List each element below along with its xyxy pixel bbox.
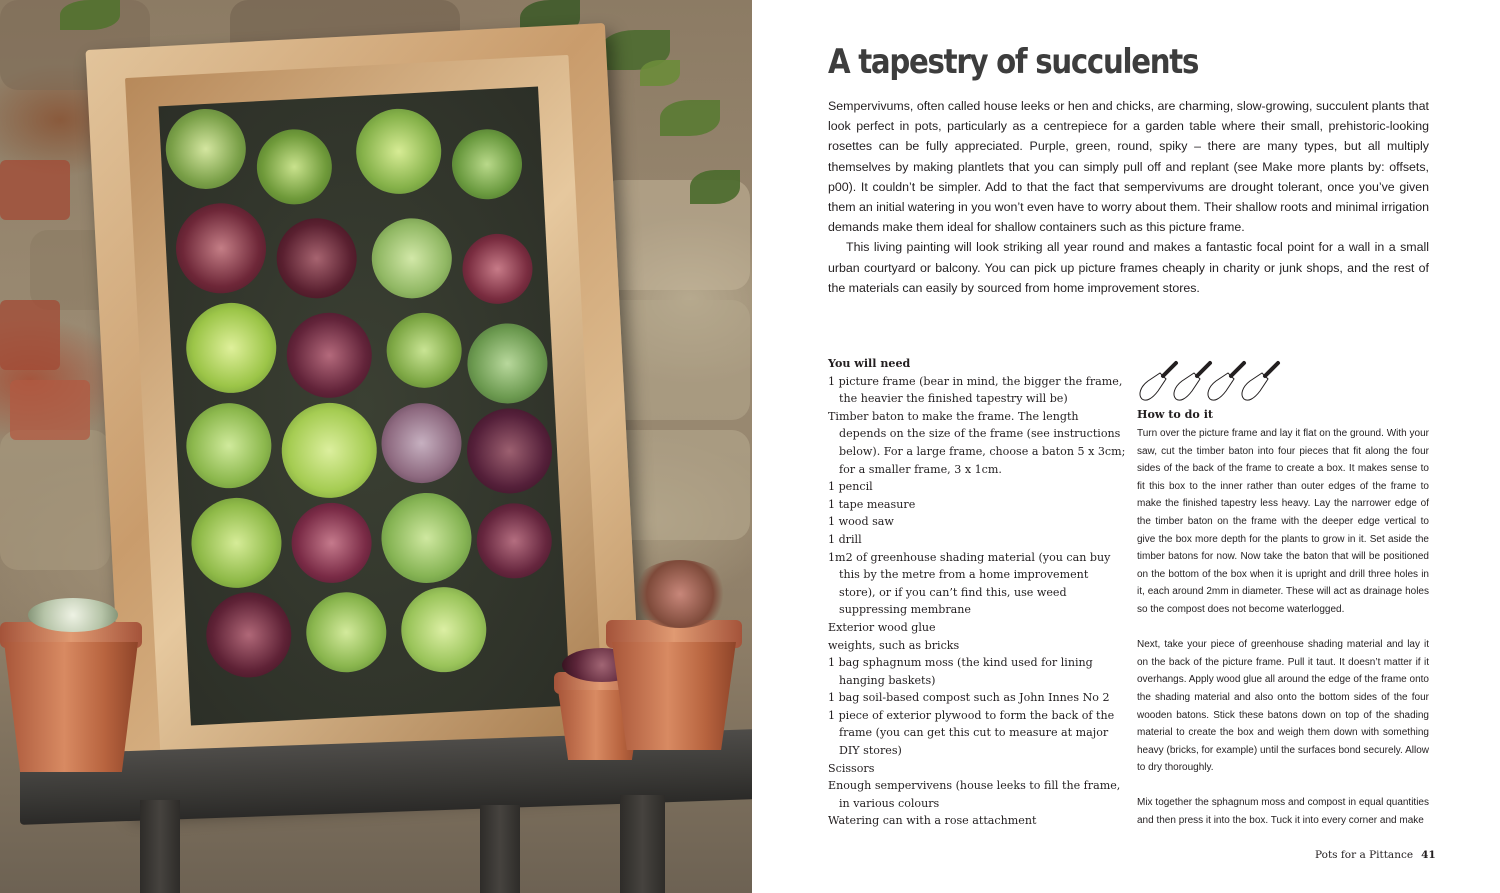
page-title: A tapestry of succulents	[828, 42, 1199, 82]
succulent-rosette	[304, 590, 388, 674]
succulent-rosette	[370, 216, 454, 300]
running-title: Pots for a Pittance	[1315, 849, 1414, 861]
succulent-rosette	[450, 127, 524, 201]
intro-text	[828, 96, 1429, 298]
succulent-rosette	[285, 311, 374, 400]
wall-brick	[0, 160, 70, 220]
succulent-planting	[159, 86, 571, 725]
trowel-icon	[1242, 363, 1278, 400]
you-will-need-list	[828, 355, 1128, 830]
terracotta-pot	[612, 642, 736, 750]
trowel-icon	[1140, 363, 1176, 400]
list-item: 1 bag soil-based compost such as John Innes No 2	[828, 691, 1110, 705]
list-item: Timber baton to make the frame. The length depends on the size of the frame (see instructions below). For a large frame, choose a baton 5 x 3cm; for a smaller frame, 3 x 1cm.	[828, 409, 1126, 476]
ivy-leaf	[660, 100, 720, 136]
list-item: Enough sempervivens (house leeks to fill the frame, in various colours	[828, 779, 1121, 810]
list-item: 1 bag sphagnum moss (the kind used for lining hanging baskets)	[828, 656, 1093, 687]
you-will-need-heading: You will need	[828, 357, 911, 370]
succulent-rosette	[275, 216, 359, 300]
instruction-paragraph: Turn over the picture frame and lay it flat on the ground. With your saw, cut the timber baton into four pieces that fit along the four sides of the back of the frame to create a box. It makes sense to fit this box to the inner rather than outer edges of the frame to make the finished tapestry less heavy. Lay the narrower edge of the timber baton on the frame with the deeper edge vertical to give the box more depth for the plants to grow in it. Set aside the timber batons for now. Now take the baton that will be positioned on the bottom of the box when it is upright and drill three holes in it, each around 2mm in diameter. These will act as drainage holes so the compost does not become waterlogged.	[1137, 428, 1429, 615]
cactus-plant	[28, 598, 118, 632]
succulent-rosette	[255, 127, 334, 206]
list-item: Watering can with a rose attachment	[828, 814, 1037, 828]
succulent-rosette	[379, 401, 463, 485]
succulent-rosette	[290, 501, 374, 585]
list-item: 1 drill	[828, 532, 862, 546]
trowel-icon	[1208, 363, 1244, 400]
page-footer	[1315, 849, 1436, 861]
bench-leg	[480, 805, 520, 893]
succulent-rosette	[184, 301, 279, 396]
intro-paragraph: Sempervivums, often called house leeks or hen and chicks, are charming, slow-growing, succulent plants that look perfect in pots, particularly as a centrepiece for a garden table where their small, prehistoric-looking rosettes can be fully appreciated. Purple, green, round, spiky – there are many types, but all multiply themselves by making plantlets that you can simply pull off and replant (see Make more plants by: offsets, p00). It couldn’t be simpler. Add to that the fact that sempervivums are drought tolerant, once you’ve given them an initial watering in you won’t even have to worry about them. Their shallow roots and minimal irrigation demands make them ideal for shallow containers such as this picture frame.	[828, 99, 1430, 235]
how-to-heading: How to do it	[1137, 408, 1214, 421]
intro-paragraph: This living painting will look striking all year round and makes a fantastic focal point for a wall in a small urban courtyard or balcony. You can pick up picture frames cheaply in charity or junk shops, and the rest of the materials can easily by sourced from home improvement stores.	[828, 240, 1429, 295]
succulent-rosette	[174, 201, 269, 296]
ivy-leaf	[60, 0, 120, 30]
list-item: 1 tape measure	[828, 497, 916, 511]
list-item: 1m2 of greenhouse shading material (you can buy this by the metre from a home improvement store), or if you can’t find this, use weed suppressing membrane	[828, 550, 1111, 617]
succulent-rosette	[189, 496, 284, 591]
succulent-rosette	[465, 321, 549, 405]
succulent-rosette	[465, 406, 554, 495]
succulent-rosette	[354, 107, 443, 196]
succulent-flowers	[630, 560, 730, 628]
succulent-rosette	[164, 107, 248, 191]
succulent-rosette	[184, 401, 273, 490]
trowel-icons	[1136, 355, 1292, 405]
terracotta-pot	[4, 642, 138, 772]
list-item: Exterior wood glue	[828, 620, 936, 634]
wall-brick	[10, 380, 90, 440]
instruction-paragraph: Mix together the sphagnum moss and compost in equal quantities and then press it into the box. Tuck it into every corner and make	[1137, 797, 1429, 827]
instruction-paragraph: Next, take your piece of greenhouse shading material and lay it on the back of the picture frame. Pull it taut. It doesn’t matter if it overhangs. Apply wood glue all around the edge of the frame onto the shading material and also onto the bottom sides of the four wooden batons. Stick these batons down on top of the shading material to create the box and weigh them down with something heavy (bricks, for example) until the surfaces bond securely. Allow to dry thoroughly.	[1137, 639, 1429, 774]
bench-leg	[620, 795, 665, 893]
list-item: weights, such as bricks	[828, 638, 960, 652]
succulent-rosette	[385, 311, 464, 390]
page-number: 41	[1421, 849, 1436, 861]
list-item: Scissors	[828, 761, 875, 775]
list-item: 1 picture frame (bear in mind, the bigger the frame, the heavier the finished tapestry will be)	[828, 374, 1123, 406]
list-item: 1 piece of exterior plywood to form the back of the frame (you can get this cut to measure at major DIY stores)	[828, 708, 1115, 758]
list-item: 1 pencil	[828, 480, 873, 494]
succulent-rosette	[379, 491, 474, 586]
ivy-leaf	[690, 170, 740, 204]
list-item: 1 wood saw	[828, 515, 894, 529]
succulent-rosette	[399, 585, 488, 674]
wall-stone	[0, 430, 110, 570]
how-to-instructions	[1137, 425, 1429, 830]
bench-leg	[140, 800, 180, 893]
wall-brick	[0, 300, 60, 370]
succulent-rosette	[475, 501, 554, 580]
ivy-leaf	[640, 60, 680, 86]
succulent-rosette	[279, 400, 379, 500]
trowel-icon	[1174, 363, 1210, 400]
succulent-rosette	[461, 232, 535, 306]
succulent-rosette	[204, 590, 293, 679]
